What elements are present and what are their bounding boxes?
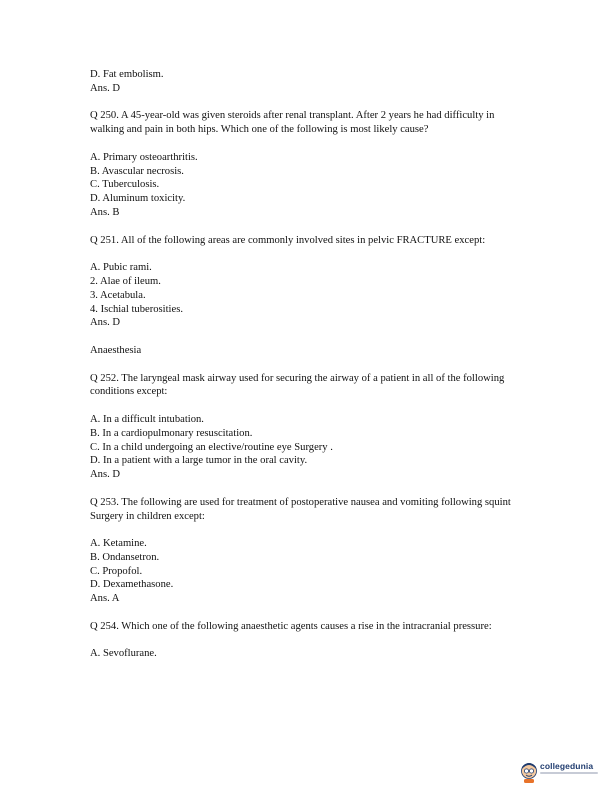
answer: Ans. B [90,206,120,218]
logo-tagline-bar [540,772,598,774]
option: 3. Acetabula. [90,289,146,301]
option: 4. Ischial tuberosities. [90,303,183,315]
option-d: D. Fat embolism. [90,69,164,80]
option: A. Ketamine. [90,538,147,550]
question-stem-253: Q 253. The following are used for treatment of postoperative nausea and vomiting following squint Surgery in children except: [90,496,511,522]
option: A. Pubic rami. [90,262,152,274]
answer: Ans. A [90,593,120,605]
option: B. In a cardiopulmonary resuscitation. [90,427,253,439]
option: D. Aluminum toxicity. [90,193,186,205]
question-stem-254: Q 254. Which one of the following anaesthetic agents causes a rise in the intracranial pressure: [90,620,492,632]
option: C. Tuberculosis. [90,179,160,191]
option: 2. Alae of ileum. [90,275,161,287]
option: D. In a patient with a large tumor in the oral cavity. [90,455,308,467]
question-stem-252: Q 252. The laryngeal mask airway used for securing the airway of a patient in all of the following conditions except: [90,372,505,398]
option: A. In a difficult intubation. [90,413,204,425]
answer: Ans. D [90,317,121,329]
section-heading: Anaesthesia [90,344,142,356]
option: A. Sevoflurane. [90,648,157,660]
option: C. Propofol. [90,565,143,577]
collegedunia-logo[interactable] [520,760,600,786]
collegedunia-mascot-icon [520,762,538,784]
answer: Ans. D [90,469,121,481]
option: B. Avascular necrosis. [90,165,184,177]
option: A. Primary osteoarthritis. [90,151,198,163]
answer: Ans. D [90,82,121,94]
option: C. In a child undergoing an elective/routine eye Surgery . [90,441,333,453]
document-page [90,68,520,661]
logo-wordmark: collegedunia [540,761,594,771]
option: D. Dexamethasone. [90,579,174,591]
question-stem-250: Q 250. A 45-year-old was given steroids after renal transplant. After 2 years he had difficulty in walking and pain in both hips. Which one of the following is most likely cause? [90,110,495,136]
question-stem-251: Q 251. All of the following areas are commonly involved sites in pelvic FRACTURE except: [90,234,486,246]
option: B. Ondansetron. [90,551,160,563]
